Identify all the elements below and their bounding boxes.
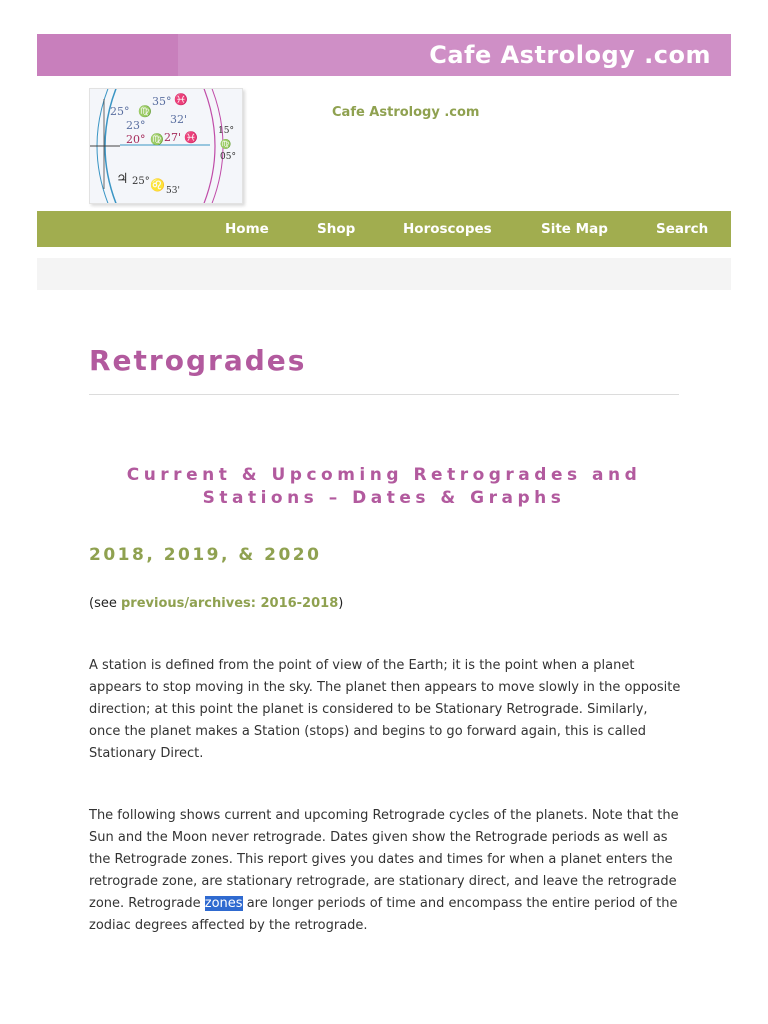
subheading-line-1: Current & Upcoming Retrogrades and (126, 465, 642, 485)
logo-glyph-20: 20° (126, 133, 146, 146)
logo-glyph-virgo: ♍ (138, 105, 152, 118)
nav-item-search[interactable]: Search (656, 221, 709, 237)
banner-shade (37, 34, 178, 76)
archives-suffix: ) (338, 596, 344, 611)
nav-item-horoscopes[interactable]: Horoscopes (403, 221, 492, 237)
header-site-link[interactable]: Cafe Astrology .com (332, 105, 480, 120)
archives-link[interactable]: previous/archives: 2016-2018 (120, 596, 339, 611)
main-navigation (37, 211, 731, 247)
logo-glyph-27: 27' (164, 131, 182, 144)
nav-item-site-map[interactable]: Site Map (541, 221, 608, 237)
logo-glyph-leo: ♌ (150, 178, 165, 192)
logo-glyph-15: 15° (218, 126, 234, 136)
logo-glyph-virgo-2: ♍ (150, 133, 164, 146)
years-heading: 2018, 2019, & 2020 (89, 545, 322, 565)
logo-glyph-23: 23° (126, 119, 146, 132)
para2-text-end: are longer periods of time and encompass the entire period of the zodiac degrees affected by the retrograde. (89, 896, 678, 933)
site-title[interactable]: Cafe Astrology .com (429, 41, 711, 69)
nav-item-home[interactable]: Home (225, 221, 269, 237)
site-top-banner (37, 34, 731, 76)
site-logo-chart-image[interactable] (89, 88, 243, 204)
selected-text-highlight[interactable]: zones (204, 896, 243, 911)
archives-note (89, 596, 343, 611)
page-title: Retrogrades (89, 344, 307, 377)
logo-glyph-53: 53' (166, 186, 180, 196)
logo-glyph-25: 25° (110, 105, 130, 118)
logo-glyph-pisces-2: ♓ (184, 131, 198, 144)
logo-glyph-jupiter: ♃ (116, 171, 129, 187)
nav-item-shop[interactable]: Shop (317, 221, 356, 237)
station-definition-paragraph: A station is defined from the point of view of the Earth; it is the point when a planet appears to stop moving in the sky. The planet then appears to move slowly in the opposite direction; at this point the planet is considered to be Stationary Retrograde. Similarly, once the planet makes a Station (stops) and begins to go forward again, this is called Stationary Direct. (89, 658, 681, 761)
archives-prefix: (see (89, 596, 121, 611)
logo-glyph-32: 32' (170, 113, 188, 126)
logo-glyph-25-b: 25° (132, 176, 150, 187)
secondary-bar (37, 258, 731, 290)
logo-glyph-virgo-3: ♍ (220, 140, 232, 150)
subheading-line-2: Stations – Dates & Graphs (202, 488, 566, 508)
logo-glyph-35: 35° (152, 95, 172, 108)
logo-glyph-pisces: ♓ (174, 93, 188, 106)
retrograde-intro-paragraph (89, 805, 683, 937)
para2-text-start: The following shows current and upcoming Retrograde cycles of the planets. Note that the Sun and the Moon never retrograde. Dates given show the Retrograde periods as well as the Retrograde zones. This report gives you dates and times for when a planet enters the retrograde zone, are stationary retrograde, are stationary direct, and leave the retrograde zone. Retrograde (89, 808, 679, 911)
section-subheading (89, 464, 679, 510)
logo-glyph-05: 05° (220, 152, 236, 162)
title-divider (89, 394, 679, 395)
